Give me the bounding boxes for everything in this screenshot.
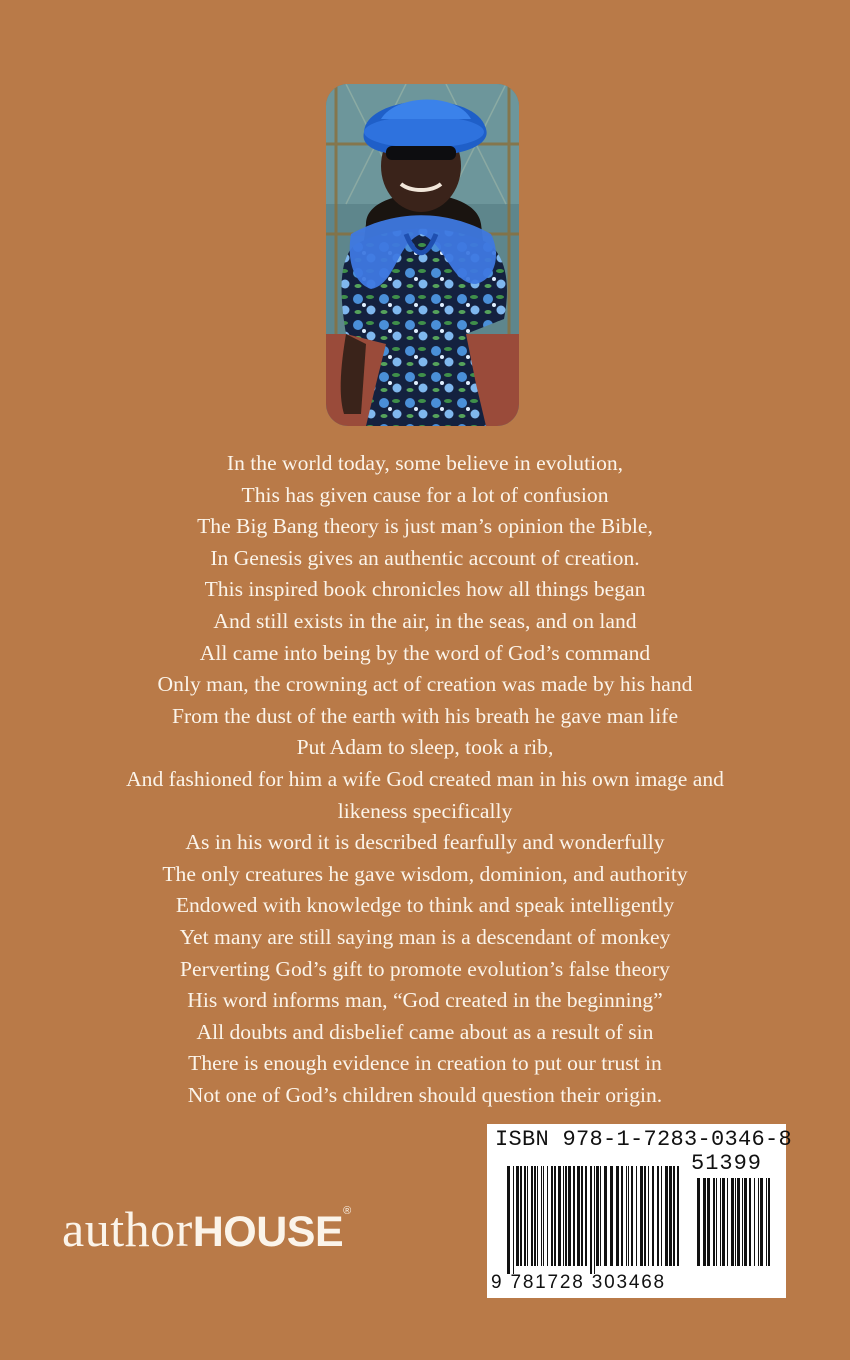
publisher-logo-house: HOUSE bbox=[192, 1208, 344, 1256]
barcode-bar bbox=[766, 1178, 767, 1266]
barcode-bar bbox=[758, 1178, 759, 1266]
barcode-bar bbox=[573, 1166, 575, 1266]
barcode-bar bbox=[520, 1166, 522, 1266]
barcode-bar bbox=[558, 1166, 561, 1266]
ean-barcode-bars bbox=[507, 1166, 685, 1274]
poem-line: All came into being by the word of God’s command bbox=[199, 640, 651, 665]
barcode-bar bbox=[616, 1166, 619, 1266]
poem-line: Endowed with knowledge to think and speak intelligently bbox=[175, 893, 675, 918]
poem-line: This inspired book chronicles how all things began bbox=[204, 577, 646, 602]
barcode-bar bbox=[665, 1166, 668, 1266]
barcode-bar bbox=[669, 1166, 672, 1266]
barcode-bar bbox=[568, 1166, 571, 1266]
barcode-bar bbox=[673, 1166, 675, 1266]
barcode-bar bbox=[621, 1166, 623, 1266]
barcode-bar bbox=[604, 1166, 607, 1266]
barcode-bar bbox=[713, 1178, 715, 1266]
barcode-bar bbox=[537, 1166, 538, 1266]
poem-line: likeness specifically bbox=[337, 798, 513, 823]
barcode-bar bbox=[594, 1166, 595, 1274]
barcode-bar bbox=[648, 1166, 649, 1266]
barcode-bar bbox=[534, 1166, 536, 1266]
barcode-bar bbox=[644, 1166, 646, 1266]
poem-line: And still exists in the air, in the seas, and on land bbox=[213, 608, 637, 633]
barcode-bar bbox=[590, 1166, 592, 1274]
barcode-bar bbox=[563, 1166, 564, 1266]
author-photo-illustration bbox=[326, 84, 519, 426]
poem-line: The only creatures he gave wisdom, dominion, and authority bbox=[162, 861, 688, 886]
barcode-bar bbox=[727, 1178, 728, 1266]
barcode-bar bbox=[513, 1166, 514, 1274]
barcode-bar bbox=[703, 1178, 706, 1266]
barcode-bar bbox=[720, 1178, 721, 1266]
barcode-bar bbox=[565, 1166, 567, 1266]
barcode-bar bbox=[527, 1166, 528, 1266]
barcode-bar bbox=[742, 1178, 743, 1266]
poem-line: From the dust of the earth with his breath he gave man life bbox=[171, 703, 679, 728]
barcode-bar bbox=[737, 1178, 740, 1266]
barcode-bar bbox=[697, 1178, 700, 1266]
barcode-bar bbox=[516, 1166, 519, 1266]
barcode-bar bbox=[585, 1166, 587, 1266]
publisher-logo bbox=[62, 1201, 352, 1257]
barcode-bar bbox=[749, 1178, 751, 1266]
barcode-bar bbox=[581, 1166, 583, 1266]
barcode-bar bbox=[760, 1178, 763, 1266]
poem-line: There is enough evidence in creation to put our trust in bbox=[188, 1051, 662, 1076]
barcode-bar bbox=[754, 1178, 755, 1266]
barcode-bar bbox=[554, 1166, 556, 1266]
barcode-bar bbox=[735, 1178, 736, 1266]
barcode-bar bbox=[636, 1166, 637, 1266]
barcode-bar bbox=[677, 1166, 679, 1266]
barcode-bar bbox=[577, 1166, 580, 1266]
barcode-bar bbox=[657, 1166, 659, 1266]
barcode-bar bbox=[596, 1166, 599, 1266]
poem-line: Not one of God’s children should question their origin. bbox=[187, 1082, 663, 1107]
poem-line: This has given cause for a lot of confusion bbox=[241, 482, 609, 507]
poem-line: In Genesis gives an authentic account of creation. bbox=[210, 545, 640, 570]
author-photo bbox=[326, 84, 519, 426]
addon-barcode-bars bbox=[697, 1178, 777, 1274]
barcode-bar bbox=[722, 1178, 725, 1266]
barcode-bar bbox=[731, 1178, 734, 1266]
poem-line: And fashioned for him a wife God created man in his own image and bbox=[126, 766, 724, 791]
barcode-bar bbox=[707, 1178, 710, 1266]
poem-line: Yet many are still saying man is a descendant of monkey bbox=[179, 924, 671, 949]
barcode-bar bbox=[626, 1166, 627, 1266]
barcode-bar bbox=[631, 1166, 633, 1266]
poem-line: His word informs man, “God created in the beginning” bbox=[187, 988, 663, 1013]
ean-digits: 9 781728 303468 bbox=[491, 1272, 666, 1293]
poem-line: Only man, the crowning act of creation was made by his hand bbox=[157, 672, 693, 697]
publisher-logo-author: author bbox=[62, 1201, 193, 1257]
barcode-bar bbox=[541, 1166, 542, 1266]
barcode-bar bbox=[716, 1178, 717, 1266]
barcode-bar bbox=[661, 1166, 662, 1266]
barcode-bar bbox=[744, 1178, 747, 1266]
poem-line: As in his word it is described fearfully and wonderfully bbox=[185, 830, 665, 855]
poem-line: All doubts and disbelief came about as a result of sin bbox=[196, 1019, 654, 1044]
barcode-bar bbox=[600, 1166, 601, 1266]
poem-line: Perverting God’s gift to promote evolution’s false theory bbox=[180, 956, 670, 981]
isbn-barcode bbox=[487, 1124, 793, 1298]
barcode-bar bbox=[507, 1166, 510, 1274]
barcode-bar bbox=[551, 1166, 553, 1266]
poem-line: Put Adam to sleep, took a rib, bbox=[296, 735, 554, 760]
barcode-bar bbox=[628, 1166, 629, 1266]
barcode-bar bbox=[524, 1166, 526, 1266]
barcode-bar bbox=[531, 1166, 533, 1266]
poem-line: The Big Bang theory is just man’s opinion the Bible, bbox=[197, 514, 653, 539]
poem bbox=[40, 448, 810, 1111]
registered-mark: ® bbox=[343, 1205, 352, 1217]
poem-line: In the world today, some believe in evolution, bbox=[226, 451, 624, 475]
barcode-bar bbox=[652, 1166, 654, 1266]
barcode-bar bbox=[768, 1178, 770, 1266]
barcode-bar bbox=[547, 1166, 548, 1266]
isbn-number: ISBN 978-1-7283-0346-8 bbox=[495, 1127, 793, 1152]
barcode-bar bbox=[610, 1166, 613, 1266]
barcode-bar bbox=[543, 1166, 544, 1266]
price-code: 51399 bbox=[691, 1151, 763, 1176]
barcode-bar bbox=[640, 1166, 643, 1266]
